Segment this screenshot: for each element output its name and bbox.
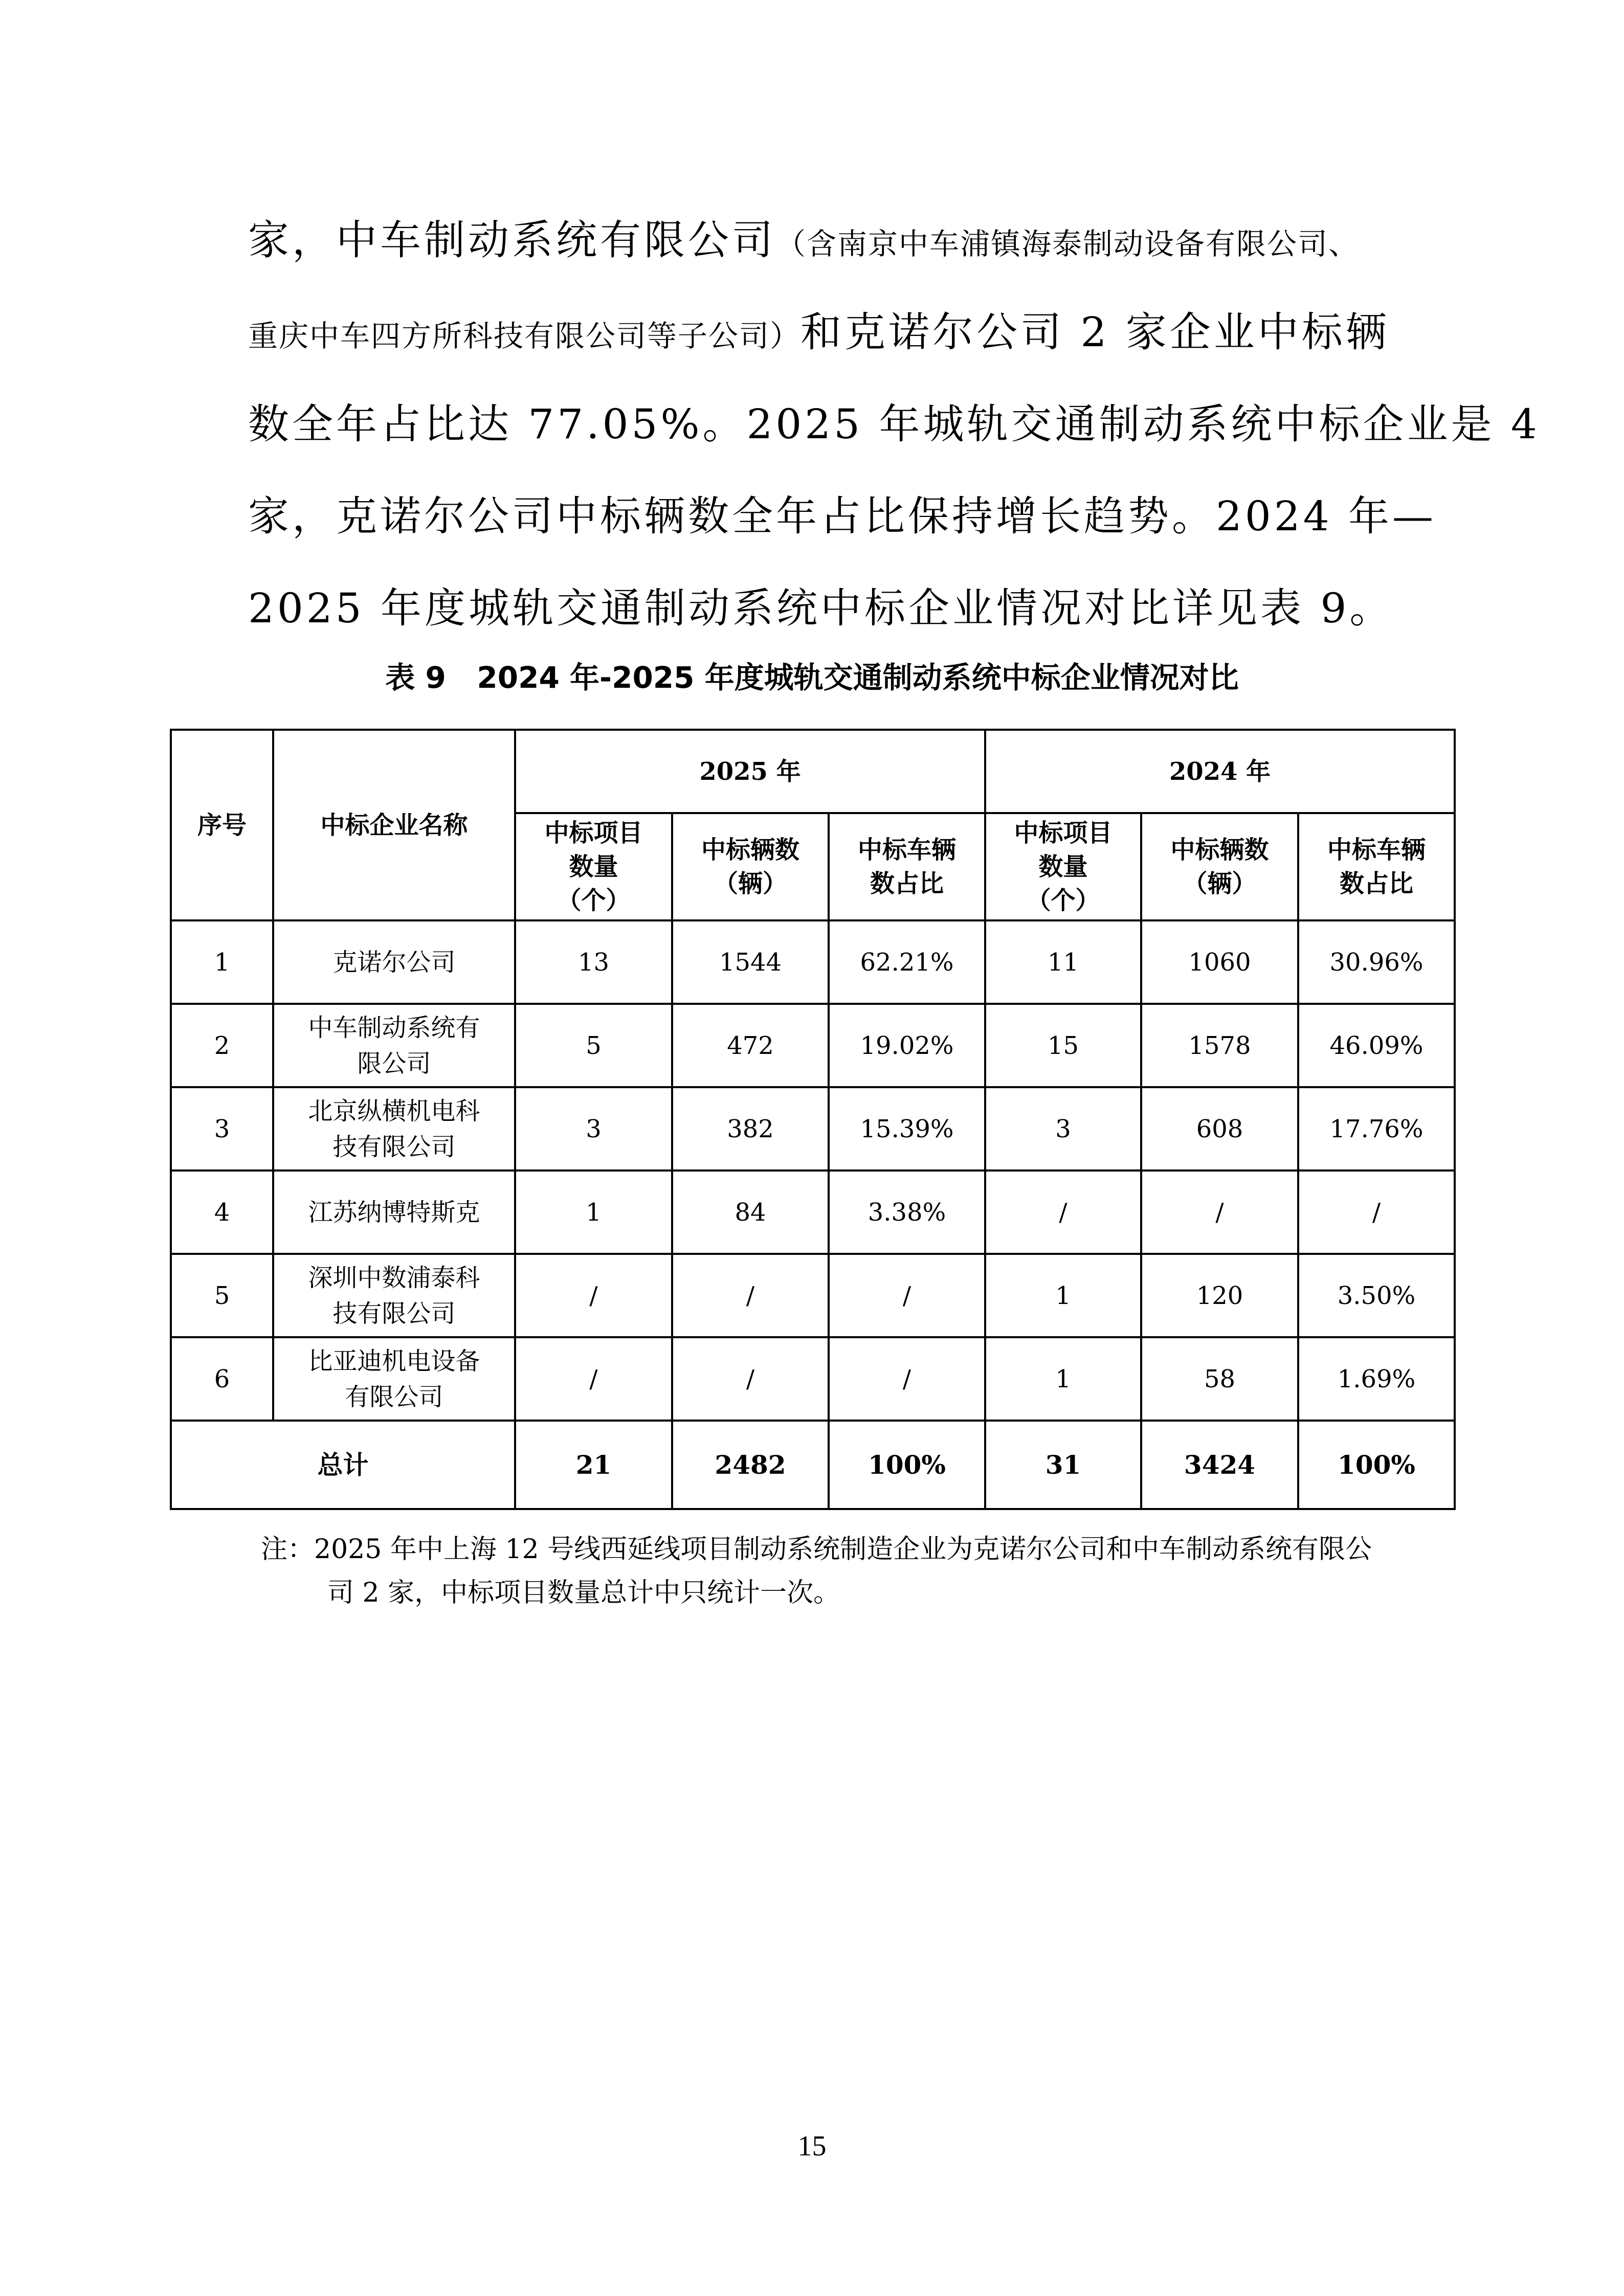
table-row bbox=[171, 1170, 1455, 1254]
row-2024-share: / bbox=[1298, 1170, 1455, 1254]
table-caption: 表 9 2024 年-2025 年度城轨交通制动系统中标企业情况对比 bbox=[385, 660, 1239, 695]
company-name-line: 江苏纳博特斯克 bbox=[308, 1198, 480, 1227]
row-2025-vehicles: 1544 bbox=[672, 920, 829, 1004]
company-name-line: 限公司 bbox=[357, 1049, 431, 1078]
table-row bbox=[171, 1254, 1455, 1337]
row-2024-projects: 1 bbox=[985, 1337, 1141, 1421]
row-2024-vehicles: 1060 bbox=[1141, 920, 1298, 1004]
row-index: 5 bbox=[171, 1254, 273, 1337]
row-index: 6 bbox=[171, 1337, 273, 1421]
row-2024-projects: / bbox=[985, 1170, 1141, 1254]
row-2025-projects: / bbox=[515, 1337, 672, 1421]
header-2024-projects: 中标项目 数量 （个） bbox=[985, 813, 1141, 920]
row-2024-vehicles: 1578 bbox=[1141, 1004, 1298, 1087]
header-2025-projects: 中标项目 数量 （个） bbox=[515, 813, 672, 920]
company-name-line: 克诺尔公司 bbox=[332, 948, 456, 977]
row-2024-share: 17.76% bbox=[1298, 1087, 1455, 1170]
row-company-name bbox=[273, 1087, 515, 1170]
paragraph-line-2: 重庆中车四方所科技有限公司等子公司）和克诺尔公司 2 家企业中标辆 bbox=[248, 308, 1390, 356]
row-index: 4 bbox=[171, 1170, 273, 1254]
paragraph-line-1: 家，中车制动系统有限公司（含南京中车浦镇海泰制动设备有限公司、 bbox=[248, 216, 1360, 264]
row-company-name bbox=[273, 1004, 515, 1087]
header-company: 中标企业名称 bbox=[273, 730, 515, 920]
row-2024-share: 1.69% bbox=[1298, 1337, 1455, 1421]
row-company-name bbox=[273, 1337, 515, 1421]
comparison-table bbox=[170, 729, 1456, 1510]
row-2024-projects: 3 bbox=[985, 1087, 1141, 1170]
table-row bbox=[171, 1337, 1455, 1421]
total-2024-projects: 31 bbox=[985, 1421, 1141, 1509]
row-company-name bbox=[273, 1254, 515, 1337]
total-2025-projects: 21 bbox=[515, 1421, 672, 1509]
paragraph-line-5: 2025 年度城轨交通制动系统中标企业情况对比详见表 9。 bbox=[248, 584, 1394, 632]
table-note-line-2: 司 2 家，中标项目数量总计中只统计一次。 bbox=[327, 1578, 840, 1608]
row-index: 3 bbox=[171, 1087, 273, 1170]
company-name-line: 比亚迪机电设备 bbox=[308, 1346, 480, 1376]
row-2024-vehicles: 120 bbox=[1141, 1254, 1298, 1337]
table-row bbox=[171, 920, 1455, 1004]
header-2025-vehicles: 中标辆数 （辆） bbox=[672, 813, 829, 920]
row-2025-vehicles: 472 bbox=[672, 1004, 829, 1087]
header-year-2025: 2025 年 bbox=[515, 730, 985, 813]
total-row bbox=[171, 1421, 1455, 1509]
row-2024-projects: 1 bbox=[985, 1254, 1141, 1337]
row-2024-projects: 11 bbox=[985, 920, 1141, 1004]
row-2024-vehicles: / bbox=[1141, 1170, 1298, 1254]
row-2024-projects: 15 bbox=[985, 1004, 1141, 1087]
paragraph-line-3: 数全年占比达 77.05%。2025 年城轨交通制动系统中标企业是 4 bbox=[248, 400, 1540, 448]
header-index: 序号 bbox=[171, 730, 273, 920]
row-2025-vehicles: 84 bbox=[672, 1170, 829, 1254]
company-name-line: 有限公司 bbox=[345, 1382, 443, 1411]
page-number: 15 bbox=[797, 2130, 827, 2162]
company-name-line: 中车制动系统有 bbox=[308, 1013, 480, 1042]
total-label: 总计 bbox=[171, 1421, 515, 1509]
row-2025-vehicles: 382 bbox=[672, 1087, 829, 1170]
header-2025-share: 中标车辆 数占比 bbox=[829, 813, 985, 920]
row-2025-share: 19.02% bbox=[829, 1004, 985, 1087]
row-2025-projects: 5 bbox=[515, 1004, 672, 1087]
paragraph-line-4: 家，克诺尔公司中标辆数全年占比保持增长趋势。2024 年— bbox=[248, 492, 1437, 540]
total-2025-share: 100% bbox=[829, 1421, 985, 1509]
row-2024-share: 46.09% bbox=[1298, 1004, 1455, 1087]
table-row bbox=[171, 1004, 1455, 1087]
total-2025-vehicles: 2482 bbox=[672, 1421, 829, 1509]
header-2024-vehicles: 中标辆数 （辆） bbox=[1141, 813, 1298, 920]
row-index: 2 bbox=[171, 1004, 273, 1087]
row-2025-vehicles: / bbox=[672, 1254, 829, 1337]
row-2025-share: 62.21% bbox=[829, 920, 985, 1004]
company-name-line: 北京纵横机电科 bbox=[308, 1096, 480, 1126]
row-2025-share: / bbox=[829, 1254, 985, 1337]
row-2025-share: 15.39% bbox=[829, 1087, 985, 1170]
company-name-line: 技有限公司 bbox=[332, 1299, 456, 1328]
row-2024-share: 30.96% bbox=[1298, 920, 1455, 1004]
company-name-line: 技有限公司 bbox=[332, 1132, 456, 1161]
company-name-line: 深圳中数浦泰科 bbox=[308, 1263, 480, 1292]
row-2025-share: 3.38% bbox=[829, 1170, 985, 1254]
row-2024-vehicles: 608 bbox=[1141, 1087, 1298, 1170]
header-2024-share: 中标车辆 数占比 bbox=[1298, 813, 1455, 920]
row-company-name bbox=[273, 1170, 515, 1254]
header-year-2024: 2024 年 bbox=[985, 730, 1455, 813]
row-2025-projects: 3 bbox=[515, 1087, 672, 1170]
total-2024-vehicles: 3424 bbox=[1141, 1421, 1298, 1509]
row-company-name bbox=[273, 920, 515, 1004]
total-2024-share: 100% bbox=[1298, 1421, 1455, 1509]
table-row bbox=[171, 1087, 1455, 1170]
row-2024-share: 3.50% bbox=[1298, 1254, 1455, 1337]
row-2025-share: / bbox=[829, 1337, 985, 1421]
table-note-line-1: 注：2025 年中上海 12 号线西延线项目制动系统制造企业为克诺尔公司和中车制动系统有限公 bbox=[261, 1534, 1372, 1565]
header-row-years bbox=[171, 730, 1455, 813]
row-index: 1 bbox=[171, 920, 273, 1004]
row-2024-vehicles: 58 bbox=[1141, 1337, 1298, 1421]
row-2025-projects: 13 bbox=[515, 920, 672, 1004]
row-2025-projects: 1 bbox=[515, 1170, 672, 1254]
row-2025-vehicles: / bbox=[672, 1337, 829, 1421]
row-2025-projects: / bbox=[515, 1254, 672, 1337]
